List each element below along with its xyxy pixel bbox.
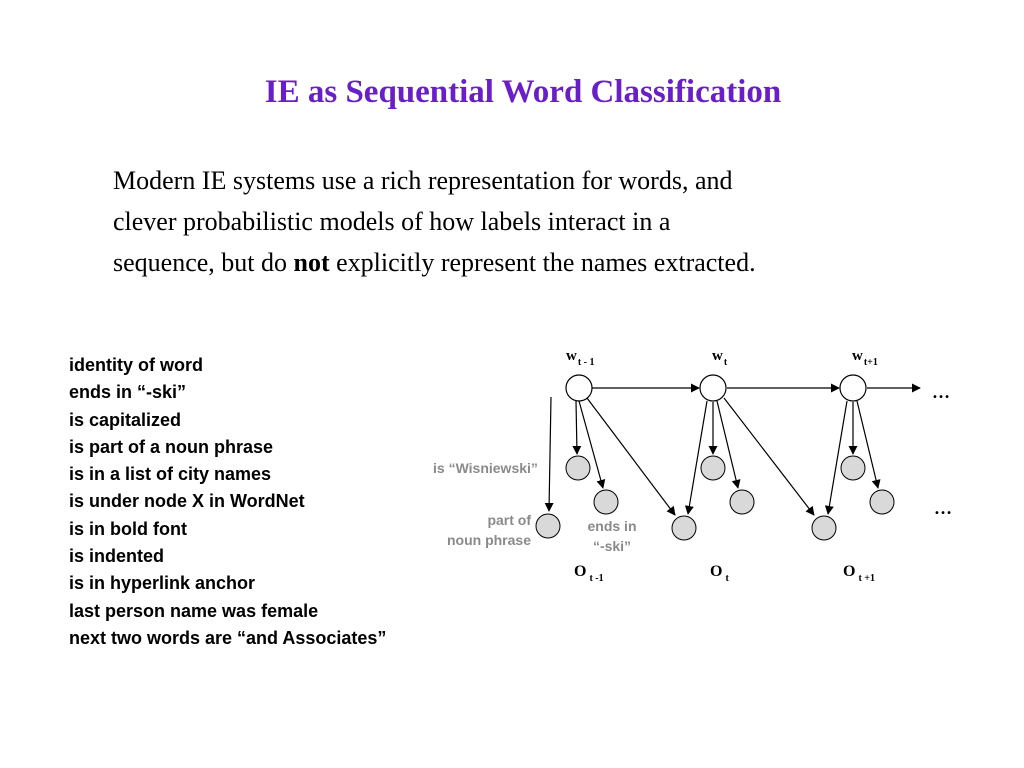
output-label-t-plus-1: O $_{t +1}$ (843, 563, 875, 584)
word-node-t (700, 375, 726, 401)
slide-title: IE as Sequential Word Classification (264, 74, 782, 110)
feature-item: is indented (69, 546, 165, 567)
output-label-t-minus-1: O $_{t -1}$ (574, 563, 604, 584)
feature-node (594, 490, 618, 514)
feature-item: is in hyperlink anchor (69, 573, 256, 594)
feature-node (536, 514, 560, 538)
feature-item: last person name was female (69, 600, 319, 621)
feature-item: ends in “-ski” (69, 382, 187, 403)
feature-node (701, 456, 725, 480)
feature-item: next two words are “and Associates” (69, 627, 387, 648)
annotation-is-wisniewski: is “Wisniewski” (433, 460, 538, 476)
intro-line-1: Modern IE systems use a rich representation for words, and (113, 166, 733, 195)
word-label-t-minus-1: $w_{t - 1}$ (566, 348, 595, 368)
annotation-noun-phrase: noun phrase (446, 532, 531, 548)
feature-item: is capitalized (69, 409, 182, 430)
label-node-t-minus-1 (672, 516, 696, 540)
feature-node (841, 456, 865, 480)
feature-item: is in bold font (69, 518, 187, 539)
annotation-part-of: part of (487, 512, 531, 528)
feature-node (870, 490, 894, 514)
feature-item: is under node X in WordNet (69, 491, 305, 512)
intro-emphasis-not: not (293, 248, 330, 277)
word-label-t: $w_t$ (712, 348, 728, 368)
word-node-t-plus-1 (840, 375, 866, 401)
annotation-ski: “-ski” (592, 538, 632, 554)
feature-item: is part of a noun phrase (69, 436, 274, 457)
feature-node (730, 490, 754, 514)
intro-line-3-end: explicitly represent the names extracted. (329, 248, 756, 277)
label-nodes (672, 516, 836, 540)
word-node-t-minus-1 (566, 375, 592, 401)
word-label-t-plus-1: $w_{t+1}$ (852, 348, 878, 368)
output-label-t: O $_t$ (710, 563, 729, 584)
intro-line-2: clever probabilistic models of how labels interact in a (113, 207, 671, 236)
feature-item: identity of word (69, 355, 203, 375)
feature-item: is in a list of city names (69, 464, 272, 485)
ellipsis-top: … (932, 382, 950, 402)
feature-node (566, 456, 590, 480)
annotation-ends-in: ends in (587, 518, 637, 534)
ellipsis-middle: … (934, 498, 952, 518)
intro-line-3-start: sequence, but do (113, 248, 294, 277)
label-node-t (812, 516, 836, 540)
